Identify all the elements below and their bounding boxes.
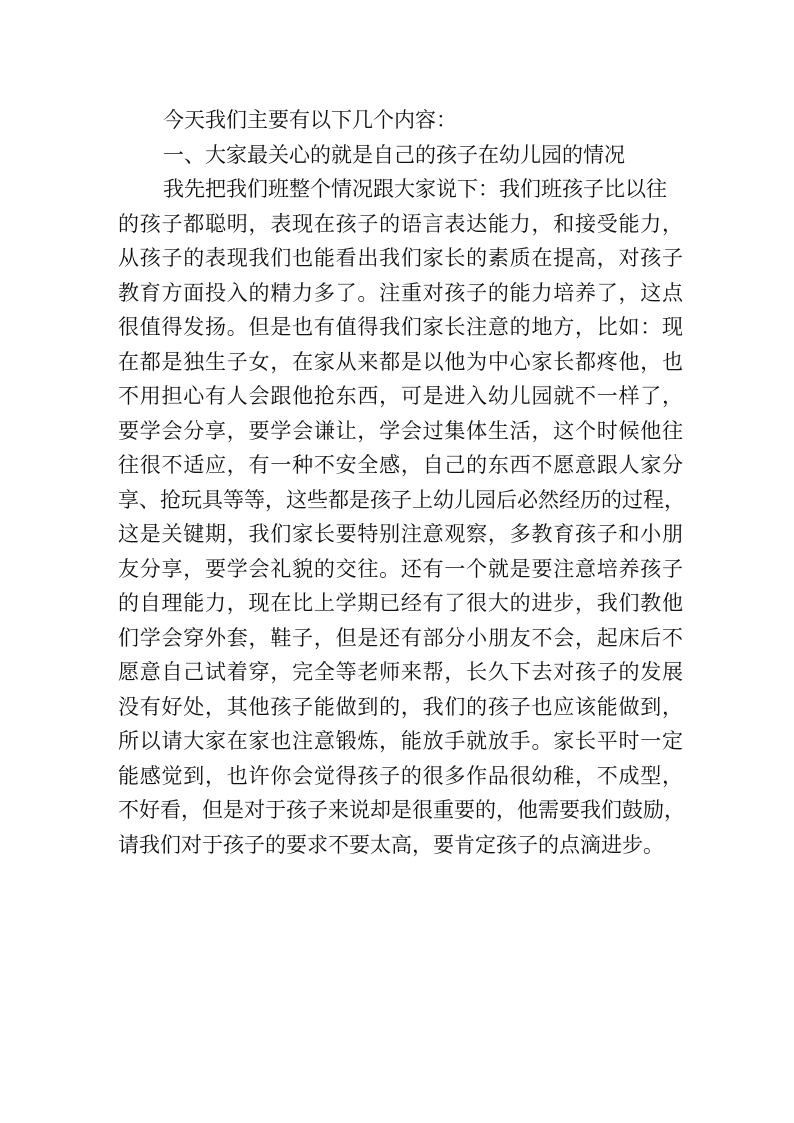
paragraph-line: 不用担心有人会跟他抢东西，可是进入幼儿园就不一样了， [118,384,683,408]
paragraph-line: 教育方面投入的精力多了。注重对孩子的能力培养了，这点 [118,280,683,305]
paragraph-line: 的孩子都聪明，表现在孩子的语言表达能力，和接受能力， [118,211,683,236]
paragraph-line: 不好看，但是对于孩子来说却是很重要的，他需要我们鼓励， [118,798,685,822]
paragraph-line: 的自理能力，现在比上学期已经有了很大的进步，我们教他 [118,591,683,615]
paragraph-line: 们学会穿外套，鞋子，但是还有部分小朋友不会，起床后不 [118,625,683,650]
paragraph-line: 愿意自己试着穿，完全等老师来帮，长久下去对孩子的发展 [118,660,683,684]
paragraph-line: 能感觉到，也许你会觉得孩子的很多作品很幼稚，不成型， [118,763,683,788]
paragraph-line: 很值得发扬。但是也有值得我们家长注意的地方，比如：现 [118,315,683,339]
paragraph-line: 要学会分享，要学会谦让，学会过集体生活，这个时候他往 [118,418,683,443]
paragraph-line: 从孩子的表现我们也能看出我们家长的素质在提高，对孩子 [118,246,683,270]
document-body [118,103,683,862]
intro-line: 今天我们主要有以下几个内容： [163,108,457,132]
paragraph-line: 享、抢玩具等等，这些都是孩子上幼儿园后必然经历的过程， [118,487,685,512]
paragraph-line: 往很不适应，有一种不安全感，自己的东西不愿意跟人家分 [118,453,683,477]
paragraph-line: 在都是独生子女，在家从来都是以他为中心家长都疼他，也 [118,349,683,374]
paragraph-line: 没有好处，其他孩子能做到的，我们的孩子也应该能做到， [118,694,683,719]
section-heading: 一、大家最关心的就是自己的孩子在幼儿园的情况 [163,142,625,167]
paragraph-line: 友分享，要学会礼貌的交往。还有一个就是要注意培养孩子 [118,556,683,581]
paragraph-line: 我先把我们班整个情况跟大家说下：我们班孩子比以往 [163,177,667,201]
paragraph-line: 这是关键期，我们家长要特别注意观察，多教育孩子和小朋 [118,522,683,546]
paragraph-line: 请我们对于孩子的要求不要太高，要肯定孩子的点滴进步。 [118,832,664,857]
paragraph-line: 所以请大家在家也注意锻炼，能放手就放手。家长平时一定 [118,729,683,753]
